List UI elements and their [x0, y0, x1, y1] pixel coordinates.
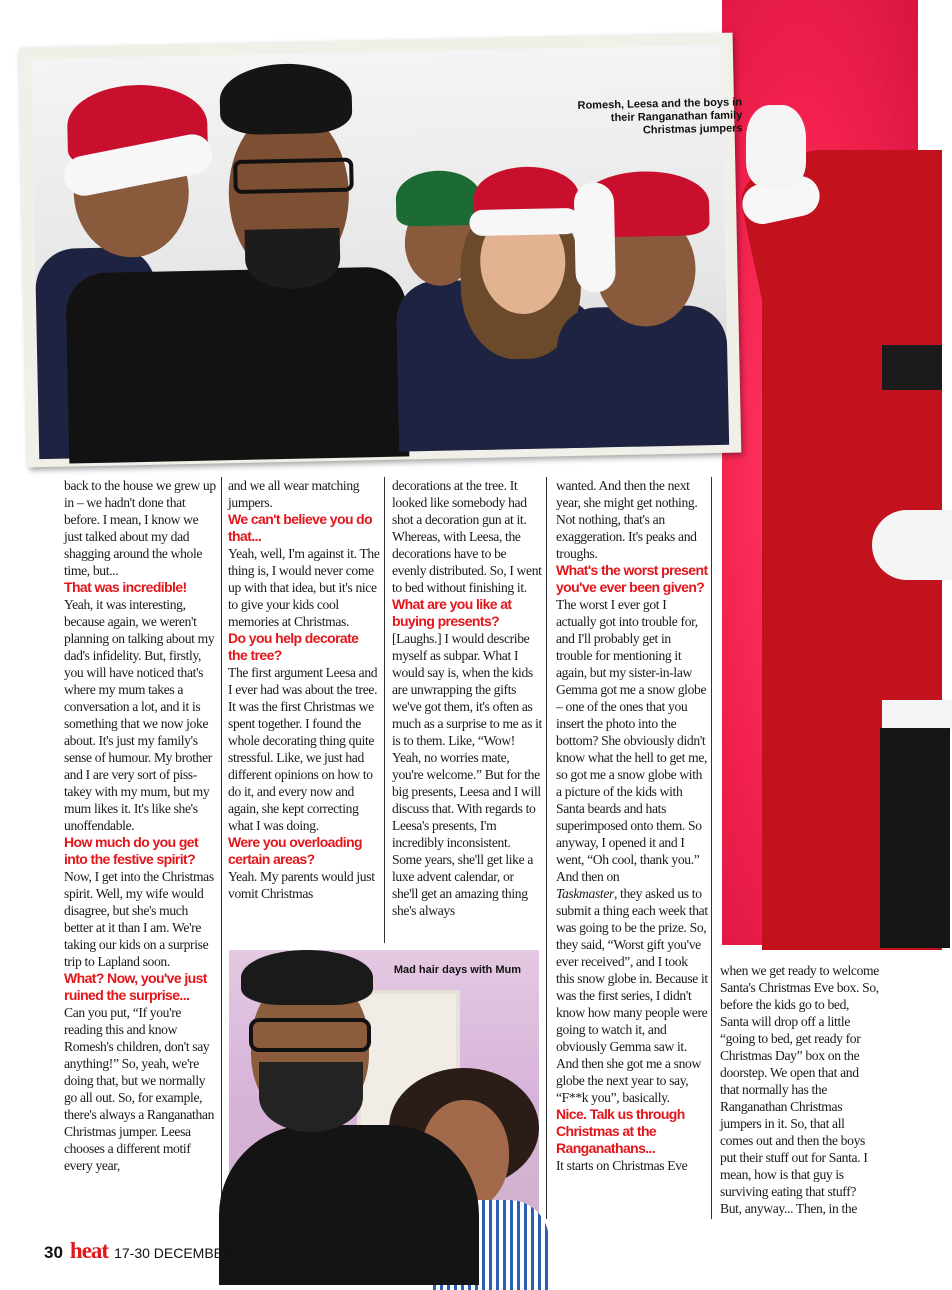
answer-paragraph: when we get ready to welcome Santa's Christmas Eve box. So, before the kids go to bed, Santa will drop off a little “going to bed, get ready for Christmas Day” box on the doorstep. We open that and that normally has the Ranganathan Christmas jumpers in it. So, that all comes out and then the boys put their stuff out for Santa. I mean, how is that guy is surviving eating that stuff? But, anyway... Then, in the — [720, 963, 879, 1216]
question-heading: Were you overloading certain areas? — [228, 834, 362, 867]
question-heading: What's the worst present you've ever been given? — [556, 562, 708, 595]
boy-right-hat-trim — [574, 182, 616, 293]
column-rule-2 — [384, 477, 385, 943]
answer-paragraph: [Laughs.] I would describe myself as subpar. What I would say is, when the kids are unwrapping the gifts we've got them, it's often as much as a surprise to me as it is to them. Like, “Wow! Yeah, no worries mate, you're welcome.” But for the big presents, Leesa and I will discuss that. With regards to Leesa's presents, I'm incredibly inconsistent. Some years, she'll get like a luxe advent calendar, or she'll get an amazing thing she's always — [392, 631, 542, 918]
santa-glove — [746, 105, 806, 187]
family-photo-frame — [19, 33, 742, 468]
page-footer — [44, 1238, 245, 1268]
answer-paragraph: wanted. And then the next year, she might get nothing. Not nothing, that's an exaggeration. It's peaks and troughs. — [556, 478, 698, 561]
answer-paragraph: The worst I ever got I actually got into trouble for, and I'll probably get in trouble for mentioning it again, but my sister-in-law Gemma got me a snow globe – one of the ones that you insert the photo into the bottom? She obviously didn't know what the hell to get me, so got me a snow globe with a picture of the kids with Santa beards and hats superimposed onto them. So anyway, I opened it and I went, “Oh cool, thank you.” And then on — [556, 597, 708, 884]
man-beard — [259, 1062, 363, 1132]
man-hoodie — [219, 1125, 479, 1285]
question-heading: Nice. Talk us through Christmas at the Ranganathans... — [556, 1106, 685, 1156]
santa-background-image — [722, 0, 918, 945]
issue-date: 17-30 DECEMBER 2 — [114, 1245, 245, 1261]
question-heading: What? Now, you've just ruined the surprise... — [64, 970, 207, 1003]
column-rule-3 — [546, 477, 547, 1219]
column-rule-4 — [711, 477, 712, 1219]
answer-paragraph: Yeah, well, I'm against it. The thing is, I would never come up with that idea, but it's nice to give your kids cool memories at Christmas. — [228, 546, 380, 629]
answer-text: , they asked us to submit a thing each week that was going to be the prize. So, they said, “Worst gift you've ever received”, and I took this snow globe in. Because it was the first series, I didn't know how many people were going to watch it, and obviously Gemma saw it. And then she got me a snow globe the next year to say, “F**k you”, basically. — [556, 886, 708, 1105]
family-photo — [31, 45, 743, 451]
santa-belt — [882, 345, 942, 390]
santa-fur-trim-lower — [882, 700, 952, 730]
santa-fur-trim — [872, 510, 952, 580]
question-heading: How much do you get into the festive spirit? — [64, 834, 199, 867]
woman-hat-trim — [469, 208, 580, 236]
question-heading: That was incredible! — [64, 579, 187, 595]
man-hair — [219, 63, 352, 136]
article-column-5 — [720, 962, 880, 1217]
question-heading: What are you like at buying presents? — [392, 596, 512, 629]
question-heading: Do you help decorate the tree? — [228, 630, 359, 663]
second-photo-caption: Mad hair days with Mum — [393, 964, 521, 976]
answer-paragraph: Yeah. My parents would just vomit Christmas — [228, 869, 375, 901]
answer-paragraph: and we all wear matching jumpers. — [228, 478, 360, 510]
main-photo-caption: Romesh, Leesa and the boys in their Ranganathan family Christmas jumpers — [577, 96, 743, 137]
mum-photo — [229, 950, 539, 1280]
answer-paragraph: decorations at the tree. It looked like somebody had shot a decoration gun at it. Whereas, with Leesa, the decorations have to be evenly distributed. So, I went to bed without finishing it. — [392, 478, 542, 595]
answer-paragraph — [556, 885, 708, 1106]
article-column-3 — [392, 477, 542, 919]
answer-paragraph: It starts on Christmas Eve — [556, 1158, 688, 1173]
small-boy-green-hat — [395, 170, 481, 227]
article-column-1 — [64, 477, 217, 1174]
article-column-4 — [556, 477, 708, 1174]
article-column-2 — [228, 477, 380, 902]
man-glasses — [249, 1018, 371, 1052]
question-heading: We can't believe you do that... — [228, 511, 373, 544]
man-jacket — [65, 266, 409, 463]
page-number: 30 — [44, 1243, 63, 1262]
answer-paragraph: Yeah, it was interesting, because again, we weren't planning on talking about my dad's infidelity. But, firstly, you will have noticed that's where my mum takes a conversation a lot, and it is something that we now joke about. It's just my family's sense of humour. My brother and I are very sort of piss-takey with my mum, but my mum likes it. It's like she's unoffendable. — [64, 597, 215, 833]
man-glasses — [233, 158, 354, 195]
answer-paragraph: Now, I get into the Christmas spirit. Well, my wife would disagree, but she's much better at it than I am. We're taking our kids on a surprise trip to Lapland soon. — [64, 869, 214, 969]
santa-boot — [880, 728, 950, 948]
man-hair — [241, 950, 373, 1005]
answer-paragraph: back to the house we grew up in – we hadn't done that before. I mean, I know we just talked about my dad shagging around the whole time, but... — [64, 478, 216, 578]
heat-logo: heat — [69, 1238, 109, 1263]
answer-paragraph: The first argument Leesa and I ever had was about the tree. It was the first Christmas we spent together. I found the whole decorating thing quite stressful. Like, we just had different opinions on how to do it, and every now and again, she kept correcting what I was doing. — [228, 665, 378, 833]
show-title: Taskmaster — [556, 886, 614, 901]
answer-paragraph: Can you put, “If you're reading this and know Romesh's children, don't say anything!” So, yeah, we're doing that, but we normally go all out. So, for example, there's always a Ranganathan Christmas jumper. Leesa chooses a different motif every year, — [64, 1005, 215, 1173]
column-rule-1 — [221, 477, 222, 1219]
